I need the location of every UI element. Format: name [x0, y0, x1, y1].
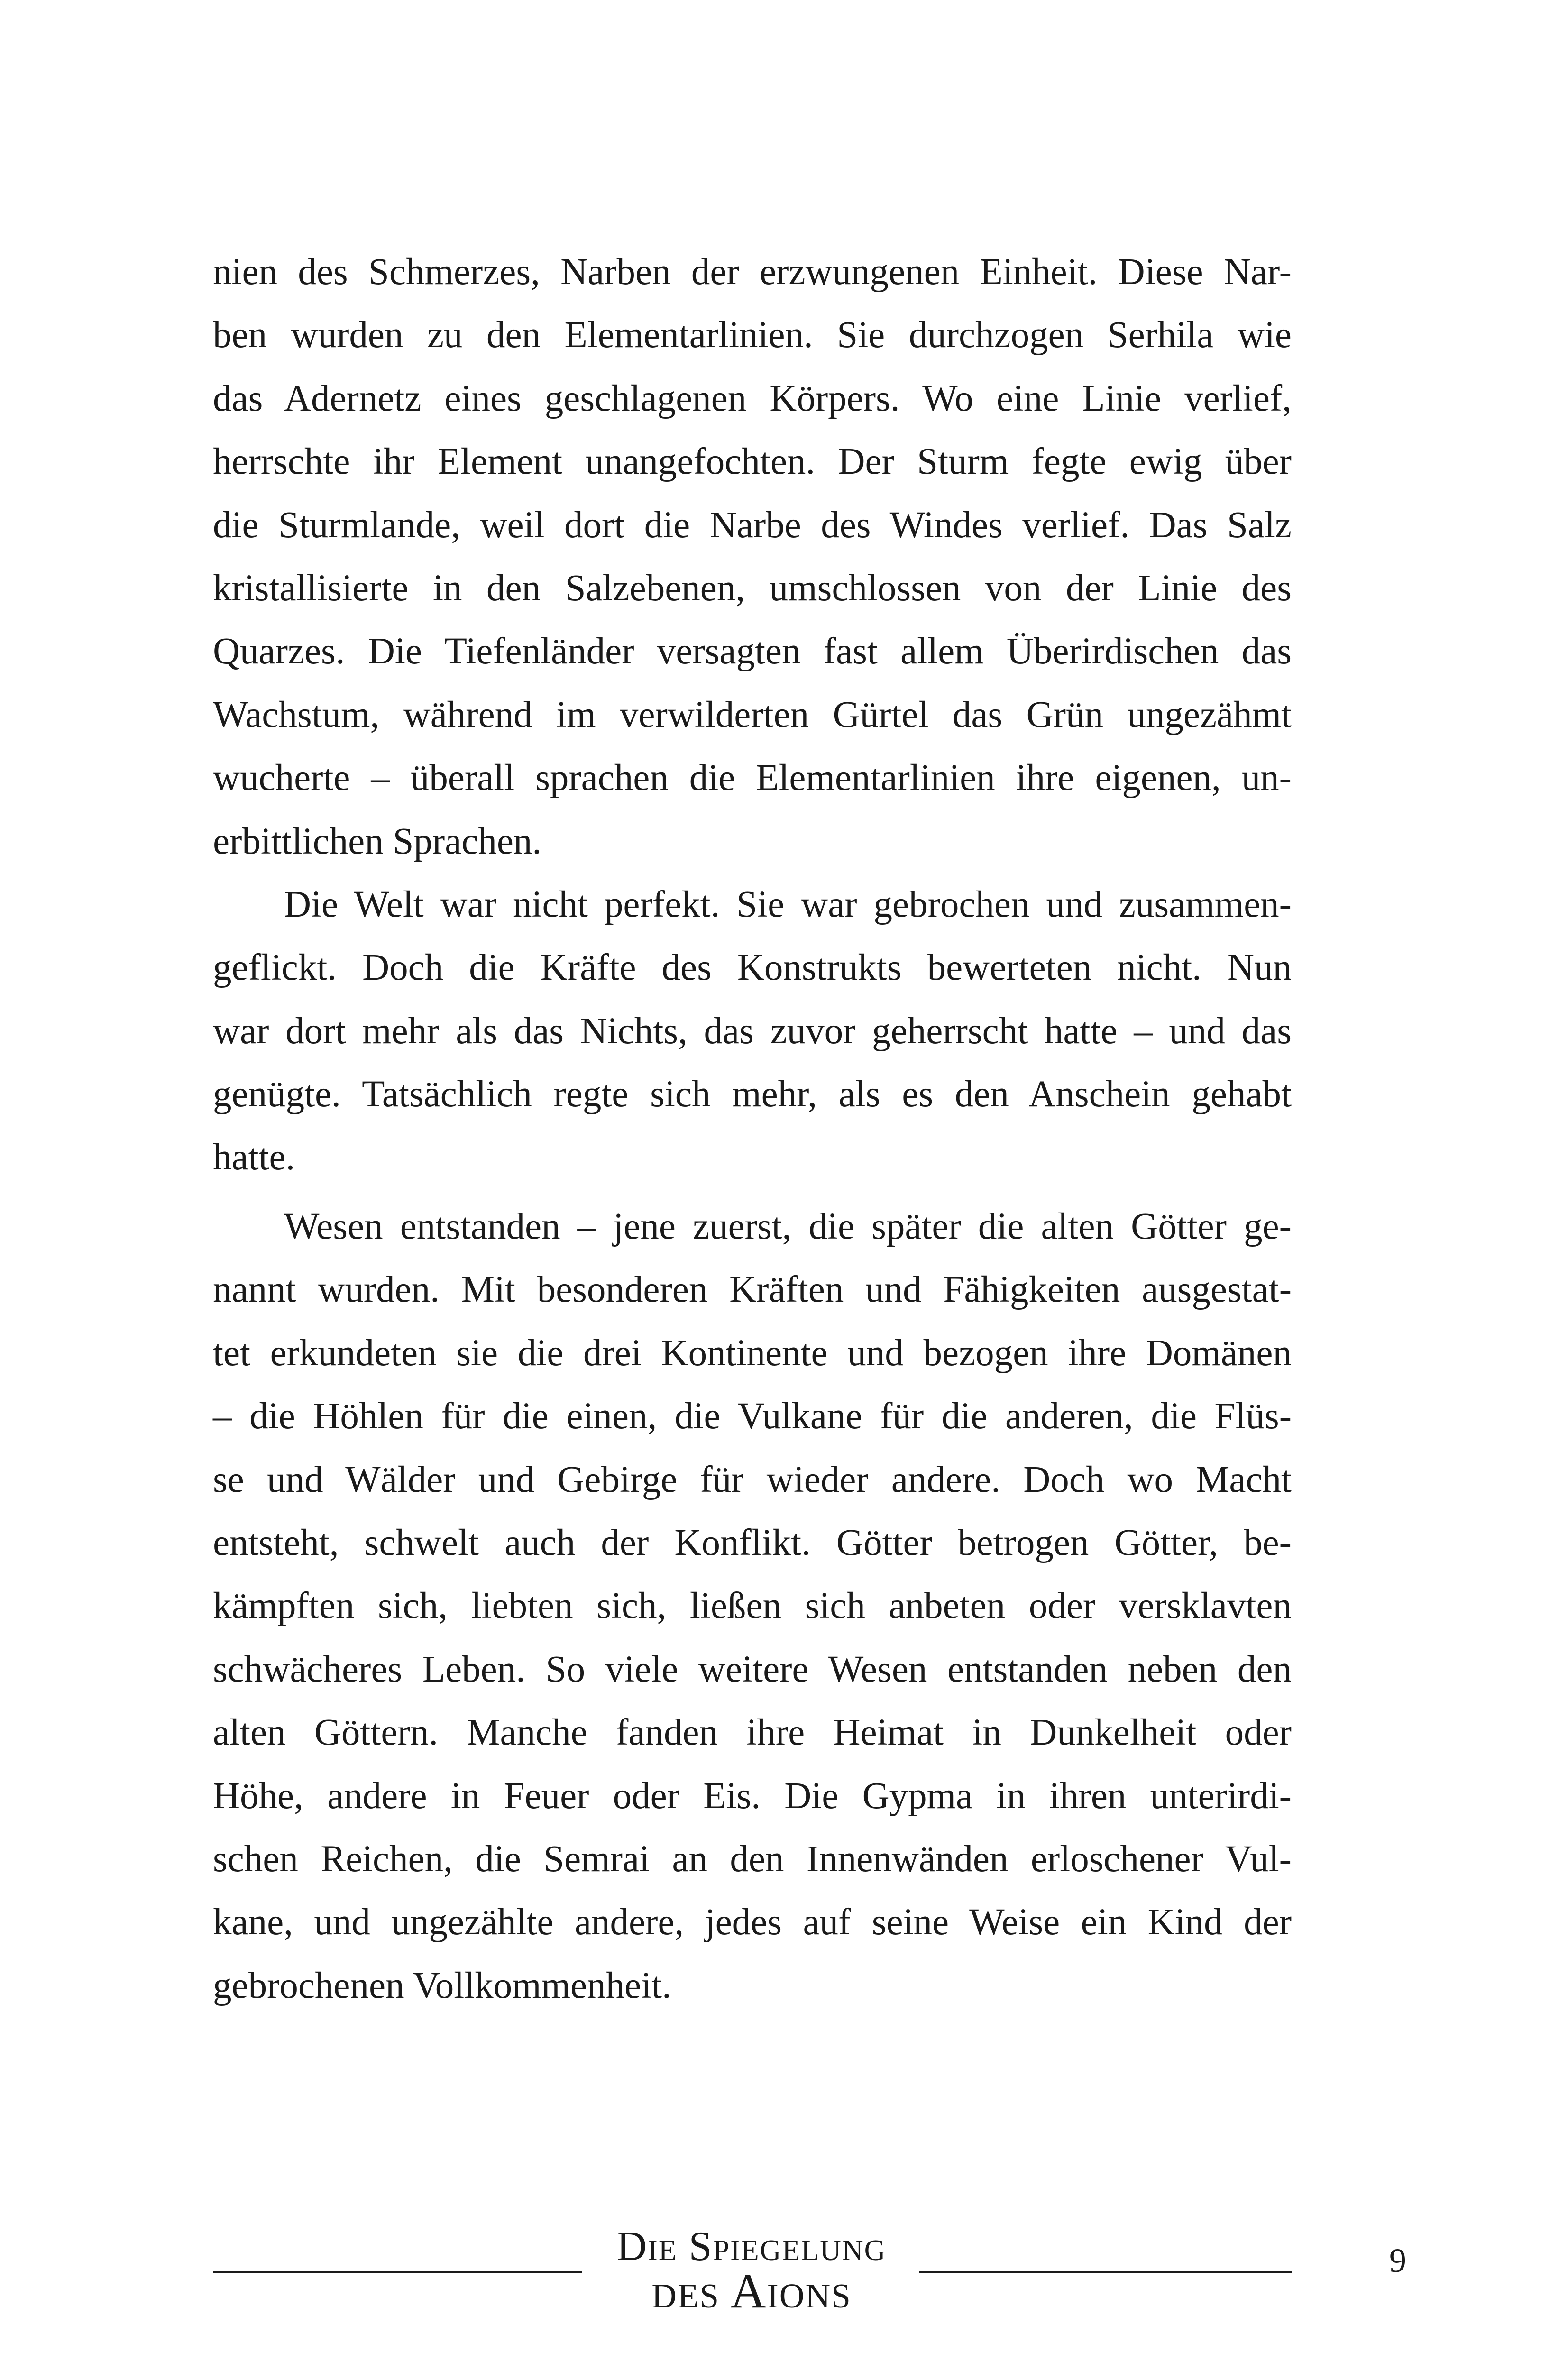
text-line: Höhe, andere in Feuer oder Eis. Die Gypma in ihren unterirdi-: [213, 1775, 1292, 1817]
text-line: das Adernetz eines geschlagenen Körpers. Wo eine Linie verlief,: [213, 377, 1292, 419]
text-line: genügte. Tatsächlich regte sich mehr, als es den Anschein gehabt: [213, 1074, 1292, 1115]
paragraph-1: [213, 240, 1292, 873]
text-line: kämpften sich, liebten sich, ließen sich anbeten oder versklavten: [213, 1585, 1292, 1627]
text-line: Wesen entstanden – jene zuerst, die später die alten Götter ge-: [284, 1206, 1292, 1247]
paragraph-2: [213, 873, 1292, 1189]
text-line: hatte.: [213, 1137, 295, 1178]
text-line: schwächeres Leben. So viele weitere Wesen entstanden neben den: [213, 1648, 1292, 1690]
text-line: entsteht, schwelt auch der Konflikt. Götter betrogen Götter, be-: [213, 1522, 1292, 1563]
text-line: kristallisierte in den Salzebenen, umschlossen von der Linie des: [213, 567, 1292, 609]
footer-rule-right: [919, 2271, 1292, 2273]
book-title-line-1: Die Spiegelung: [616, 2224, 887, 2270]
text-line: nannt wurden. Mit besonderen Kräften und Fähigkeiten ausgestat-: [213, 1269, 1292, 1311]
text-line: schen Reichen, die Semrai an den Innenwänden erloschener Vul-: [213, 1838, 1292, 1880]
text-line: nien des Schmerzes, Narben der erzwungenen Einheit. Diese Nar-: [213, 251, 1292, 293]
text-line: Wachstum, während im verwilderten Gürtel das Grün ungezähmt: [213, 694, 1292, 735]
text-line: – die Höhlen für die einen, die Vulkane für die anderen, die Flüs-: [213, 1396, 1292, 1437]
text-line: die Sturmlande, weil dort die Narbe des Windes verlief. Das Salz: [213, 504, 1292, 546]
paragraph-3: [213, 1195, 1292, 2017]
page-number: 9: [1389, 2242, 1406, 2279]
text-line: kane, und ungezählte andere, jedes auf seine Weise ein Kind der: [213, 1902, 1292, 1943]
text-line: erbittlichen Sprachen.: [213, 820, 542, 862]
body-text-section-2: [213, 1195, 1292, 2017]
text-line: war dort mehr als das Nichts, das zuvor geherrscht hatte – und das: [213, 1010, 1292, 1052]
text-line: tet erkundeten sie die drei Kontinente und bezogen ihre Domänen: [213, 1332, 1292, 1374]
text-line: gebrochenen Vollkommenheit.: [213, 1965, 671, 2006]
text-line: ben wurden zu den Elementarlinien. Sie durchzogen Serhila wie: [213, 314, 1292, 356]
text-line: wucherte – überall sprachen die Elementarlinien ihre eigenen, un-: [213, 757, 1292, 799]
body-text-section-1: [213, 240, 1292, 1189]
text-line: herrschte ihr Element unangefochten. Der Sturm fegte ewig über: [213, 441, 1292, 483]
text-line: Quarzes. Die Tiefenländer versagten fast allem Überirdischen das: [213, 631, 1292, 672]
book-title-line-2: des Aions: [651, 2264, 852, 2318]
text-line: se und Wälder und Gebirge für wieder andere. Doch wo Macht: [213, 1459, 1292, 1500]
text-line: alten Göttern. Manche fanden ihre Heimat in Dunkelheit oder: [213, 1712, 1292, 1754]
text-line: geflickt. Doch die Kräfte des Konstrukts bewerteten nicht. Nun: [213, 947, 1292, 989]
footer-rule-left: [213, 2271, 582, 2273]
text-line: Die Welt war nicht perfekt. Sie war gebrochen und zusammen-: [284, 883, 1292, 925]
